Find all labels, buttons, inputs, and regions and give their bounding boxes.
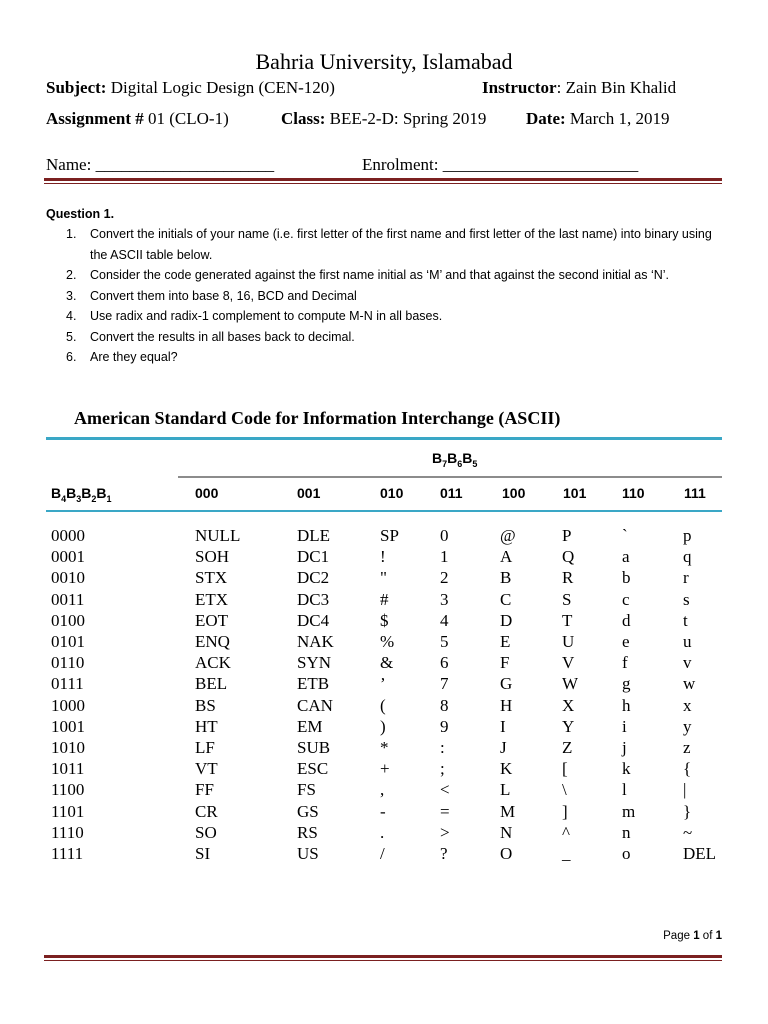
cell-101: T <box>562 610 573 630</box>
cell-111: ~ <box>683 822 693 842</box>
item-text: Are they equal? <box>90 350 178 364</box>
cell-110: o <box>622 844 631 863</box>
cell-101: Q <box>562 547 575 567</box>
cell-111: v <box>683 653 692 673</box>
cell-000: ENQ <box>195 632 230 651</box>
cell-000: BEL <box>195 674 228 694</box>
cell-011: 8 <box>440 695 449 715</box>
cell-001: EM <box>297 716 323 736</box>
cell-101: ] <box>562 801 568 821</box>
cell-001: US <box>297 844 319 863</box>
cell-101: V <box>562 653 575 673</box>
column-header-001: 001 <box>297 485 321 501</box>
cell-111: q <box>683 547 692 567</box>
header-group-rule <box>178 476 722 478</box>
header-divider <box>44 178 722 181</box>
cell-100: A <box>500 547 513 567</box>
subject-line <box>46 78 335 98</box>
cell-000: LF <box>195 738 215 757</box>
cell-110: b <box>622 568 631 588</box>
cell-111: u <box>683 632 692 651</box>
cell-100: J <box>500 738 507 757</box>
cell-001: DLE <box>297 526 331 545</box>
class-line <box>281 109 486 129</box>
cell-001: CAN <box>297 695 333 715</box>
cell-100: C <box>500 589 512 609</box>
column-header-000: 000 <box>195 485 219 501</box>
cell-110: j <box>622 738 627 757</box>
cell-010: ! <box>380 547 386 567</box>
cell-010: * <box>380 738 389 757</box>
cell-110: m <box>622 801 636 821</box>
cell-000: ETX <box>195 589 229 609</box>
item-text: Use radix and radix-1 complement to compute M-N in all bases. <box>90 309 443 323</box>
row-code: 0001 <box>51 547 85 567</box>
item-text: Convert the initials of your name (i.e. first letter of the first name and first letter of the last name) into binary using the ASCII table below. <box>90 227 712 262</box>
subject-value: Digital Logic Design (CEN-120) <box>106 78 335 97</box>
high-bits-header: $B_7B_6B_5$ <box>432 450 478 469</box>
cell-110: ` <box>622 526 628 545</box>
cell-011: 3 <box>440 589 449 609</box>
cell-111: s <box>683 589 690 609</box>
cell-001: RS <box>297 822 318 842</box>
low-bits-header: $B_4B_3B_2B_1$ <box>51 485 112 504</box>
cell-101: Y <box>562 716 575 736</box>
row-code: 0100 <box>51 610 85 630</box>
cell-100: M <box>500 801 516 821</box>
cell-100: N <box>500 822 513 842</box>
cell-100: D <box>500 610 513 630</box>
cell-010: & <box>380 653 394 673</box>
cell-001: FS <box>297 780 316 800</box>
list-item <box>66 286 726 307</box>
cell-110: a <box>622 547 630 567</box>
cell-000: SO <box>195 822 217 842</box>
cell-011: ? <box>440 844 448 863</box>
row-code: 1001 <box>51 716 85 736</box>
column-header-101: 101 <box>563 485 587 501</box>
cell-111: y <box>683 716 692 736</box>
cell-001: DC2 <box>297 568 330 588</box>
cell-010: ) <box>380 716 386 736</box>
cell-111: { <box>683 759 692 779</box>
row-code: 1010 <box>51 738 85 757</box>
column-header-100: 100 <box>502 485 526 501</box>
item-number: 5. <box>66 329 77 344</box>
cell-110: i <box>622 716 627 736</box>
cell-010: ’ <box>380 674 386 694</box>
cell-111: p <box>683 526 692 545</box>
cell-100: B <box>500 568 512 588</box>
cell-011: : <box>440 738 445 757</box>
cell-110: e <box>622 632 630 651</box>
cell-110: n <box>622 822 631 842</box>
name-field: Name: _____________________ <box>46 155 275 174</box>
footer-divider <box>44 955 722 958</box>
cell-001: ETB <box>297 674 330 694</box>
item-number: 3. <box>66 288 77 303</box>
item-number: 1. <box>66 227 77 241</box>
cell-101: S <box>562 589 572 609</box>
cell-010: / <box>380 844 385 863</box>
row-code: 0111 <box>51 674 84 694</box>
cell-011: 5 <box>440 632 449 651</box>
cell-110: k <box>622 759 631 779</box>
cell-101: Z <box>562 738 573 757</box>
ascii-table-title: American Standard Code for Information Interchange (ASCII) <box>74 408 561 428</box>
cell-011: < <box>440 780 450 800</box>
row-code: 1000 <box>51 695 85 715</box>
row-code: 1100 <box>51 780 85 800</box>
cell-000: VT <box>195 759 218 779</box>
item-text: Convert the results in all bases back to decimal. <box>90 329 355 344</box>
cell-110: h <box>622 695 631 715</box>
university-title: Bahria University, Islamabad <box>255 49 513 74</box>
class-label: Class: <box>281 109 326 128</box>
cell-111: | <box>683 780 687 800</box>
page-number: Page 1 of 1 <box>663 930 722 942</box>
cell-000: SI <box>195 844 211 863</box>
list-item <box>66 347 726 368</box>
cell-010: , <box>380 780 385 800</box>
assignment-line <box>46 109 229 129</box>
cell-101: [ <box>562 759 568 779</box>
column-header-110: 110 <box>622 485 645 501</box>
list-item <box>66 327 726 348</box>
cell-101: R <box>562 568 574 588</box>
cell-110: c <box>622 589 630 609</box>
table-header-rule <box>46 510 722 512</box>
date-label: Date: <box>526 109 566 128</box>
cell-011: 9 <box>440 716 449 736</box>
header-divider-thin <box>44 183 722 184</box>
row-code: 1011 <box>51 759 85 779</box>
cell-001: NAK <box>297 632 334 651</box>
item-number: 2. <box>66 268 77 282</box>
cell-011: > <box>440 822 450 842</box>
question-title: Question 1. <box>46 207 115 221</box>
cell-101: ^ <box>562 822 570 842</box>
cell-011: 6 <box>440 653 449 673</box>
cell-101: P <box>562 526 572 545</box>
row-code: 1101 <box>51 801 85 821</box>
item-number: 4. <box>66 309 77 323</box>
cell-111: r <box>683 568 689 588</box>
cell-100: K <box>500 759 513 779</box>
list-item <box>66 265 726 286</box>
footer-divider-thin <box>44 960 722 961</box>
row-code: 1111 <box>51 844 84 863</box>
cell-101: X <box>562 695 575 715</box>
subject-label: Subject: <box>46 78 107 97</box>
row-code: 0000 <box>51 526 85 545</box>
cell-001: SYN <box>297 653 332 673</box>
row-code: 0110 <box>51 653 85 673</box>
column-header-010: 010 <box>380 485 404 501</box>
list-item <box>66 224 726 265</box>
cell-110: g <box>622 674 631 694</box>
cell-010: $ <box>380 610 389 630</box>
cell-000: BS <box>195 695 216 715</box>
cell-010: + <box>380 759 390 779</box>
cell-100: H <box>500 695 513 715</box>
cell-100: @ <box>500 526 516 545</box>
cell-011: 7 <box>440 674 449 694</box>
cell-111: x <box>683 695 692 715</box>
cell-000: ACK <box>195 653 231 673</box>
row-code: 0101 <box>51 632 85 651</box>
cell-001: ESC <box>297 759 329 779</box>
cell-111: DEL <box>683 844 717 863</box>
cell-100: G <box>500 674 513 694</box>
cell-111: t <box>683 610 688 630</box>
cell-010: SP <box>380 526 399 545</box>
date-line <box>526 109 670 129</box>
question-list <box>66 224 726 368</box>
cell-000: SOH <box>195 547 230 567</box>
cell-010: - <box>380 801 386 821</box>
cell-011: = <box>440 801 450 821</box>
assignment-value: 01 (CLO-1) <box>143 109 229 128</box>
cell-100: O <box>500 844 513 863</box>
instructor-line <box>482 78 676 98</box>
cell-010: " <box>380 568 387 588</box>
cell-001: DC1 <box>297 547 330 567</box>
cell-111: z <box>683 738 691 757</box>
cell-011: 2 <box>440 568 449 588</box>
item-number: 6. <box>66 350 77 364</box>
cell-010: ( <box>380 695 386 715</box>
cell-000: NULL <box>195 526 241 545</box>
item-text: Convert them into base 8, 16, BCD and Decimal <box>90 288 357 303</box>
cell-100: F <box>500 653 510 673</box>
row-code: 0010 <box>51 568 85 588</box>
cell-110: f <box>622 653 628 673</box>
cell-101: _ <box>562 844 571 863</box>
cell-100: L <box>500 780 511 800</box>
table-top-rule <box>46 437 722 440</box>
cell-100: I <box>500 716 506 736</box>
class-value: BEE-2-D: Spring 2019 <box>325 109 487 128</box>
cell-010: % <box>380 632 395 651</box>
cell-000: CR <box>195 801 218 821</box>
cell-011: 4 <box>440 610 449 630</box>
row-code: 1110 <box>51 822 84 842</box>
cell-010: . <box>380 822 385 842</box>
cell-110: l <box>622 780 627 800</box>
list-item <box>66 306 726 327</box>
cell-001: DC4 <box>297 610 330 630</box>
cell-010: # <box>380 589 389 609</box>
cell-011: ; <box>440 759 445 779</box>
instructor-value: : Zain Bin Khalid <box>556 78 677 97</box>
cell-100: E <box>500 632 511 651</box>
cell-011: 0 <box>440 526 449 545</box>
date-value: March 1, 2019 <box>565 109 670 128</box>
assignment-label: Assignment # <box>46 109 144 128</box>
item-text: Consider the code generated against the first name initial as ‘M’ and that against the second initial as ‘N’. <box>90 268 670 282</box>
cell-101: U <box>562 632 575 651</box>
cell-001: SUB <box>297 738 331 757</box>
enrolment-field: Enrolment: _______________________ <box>362 155 639 174</box>
cell-001: GS <box>297 801 319 821</box>
instructor-label: Instructor <box>482 78 557 97</box>
cell-101: \ <box>562 780 567 800</box>
cell-000: EOT <box>195 610 229 630</box>
cell-111: w <box>683 674 696 694</box>
cell-101: W <box>562 674 579 694</box>
cell-000: FF <box>195 780 214 800</box>
column-header-011: 011 <box>440 485 463 501</box>
cell-001: DC3 <box>297 589 330 609</box>
cell-000: STX <box>195 568 228 588</box>
cell-111: } <box>683 801 692 821</box>
column-header-111: 111 <box>684 485 706 501</box>
cell-110: d <box>622 610 631 630</box>
row-code: 0011 <box>51 589 85 609</box>
cell-011: 1 <box>440 547 449 567</box>
cell-000: HT <box>195 716 218 736</box>
